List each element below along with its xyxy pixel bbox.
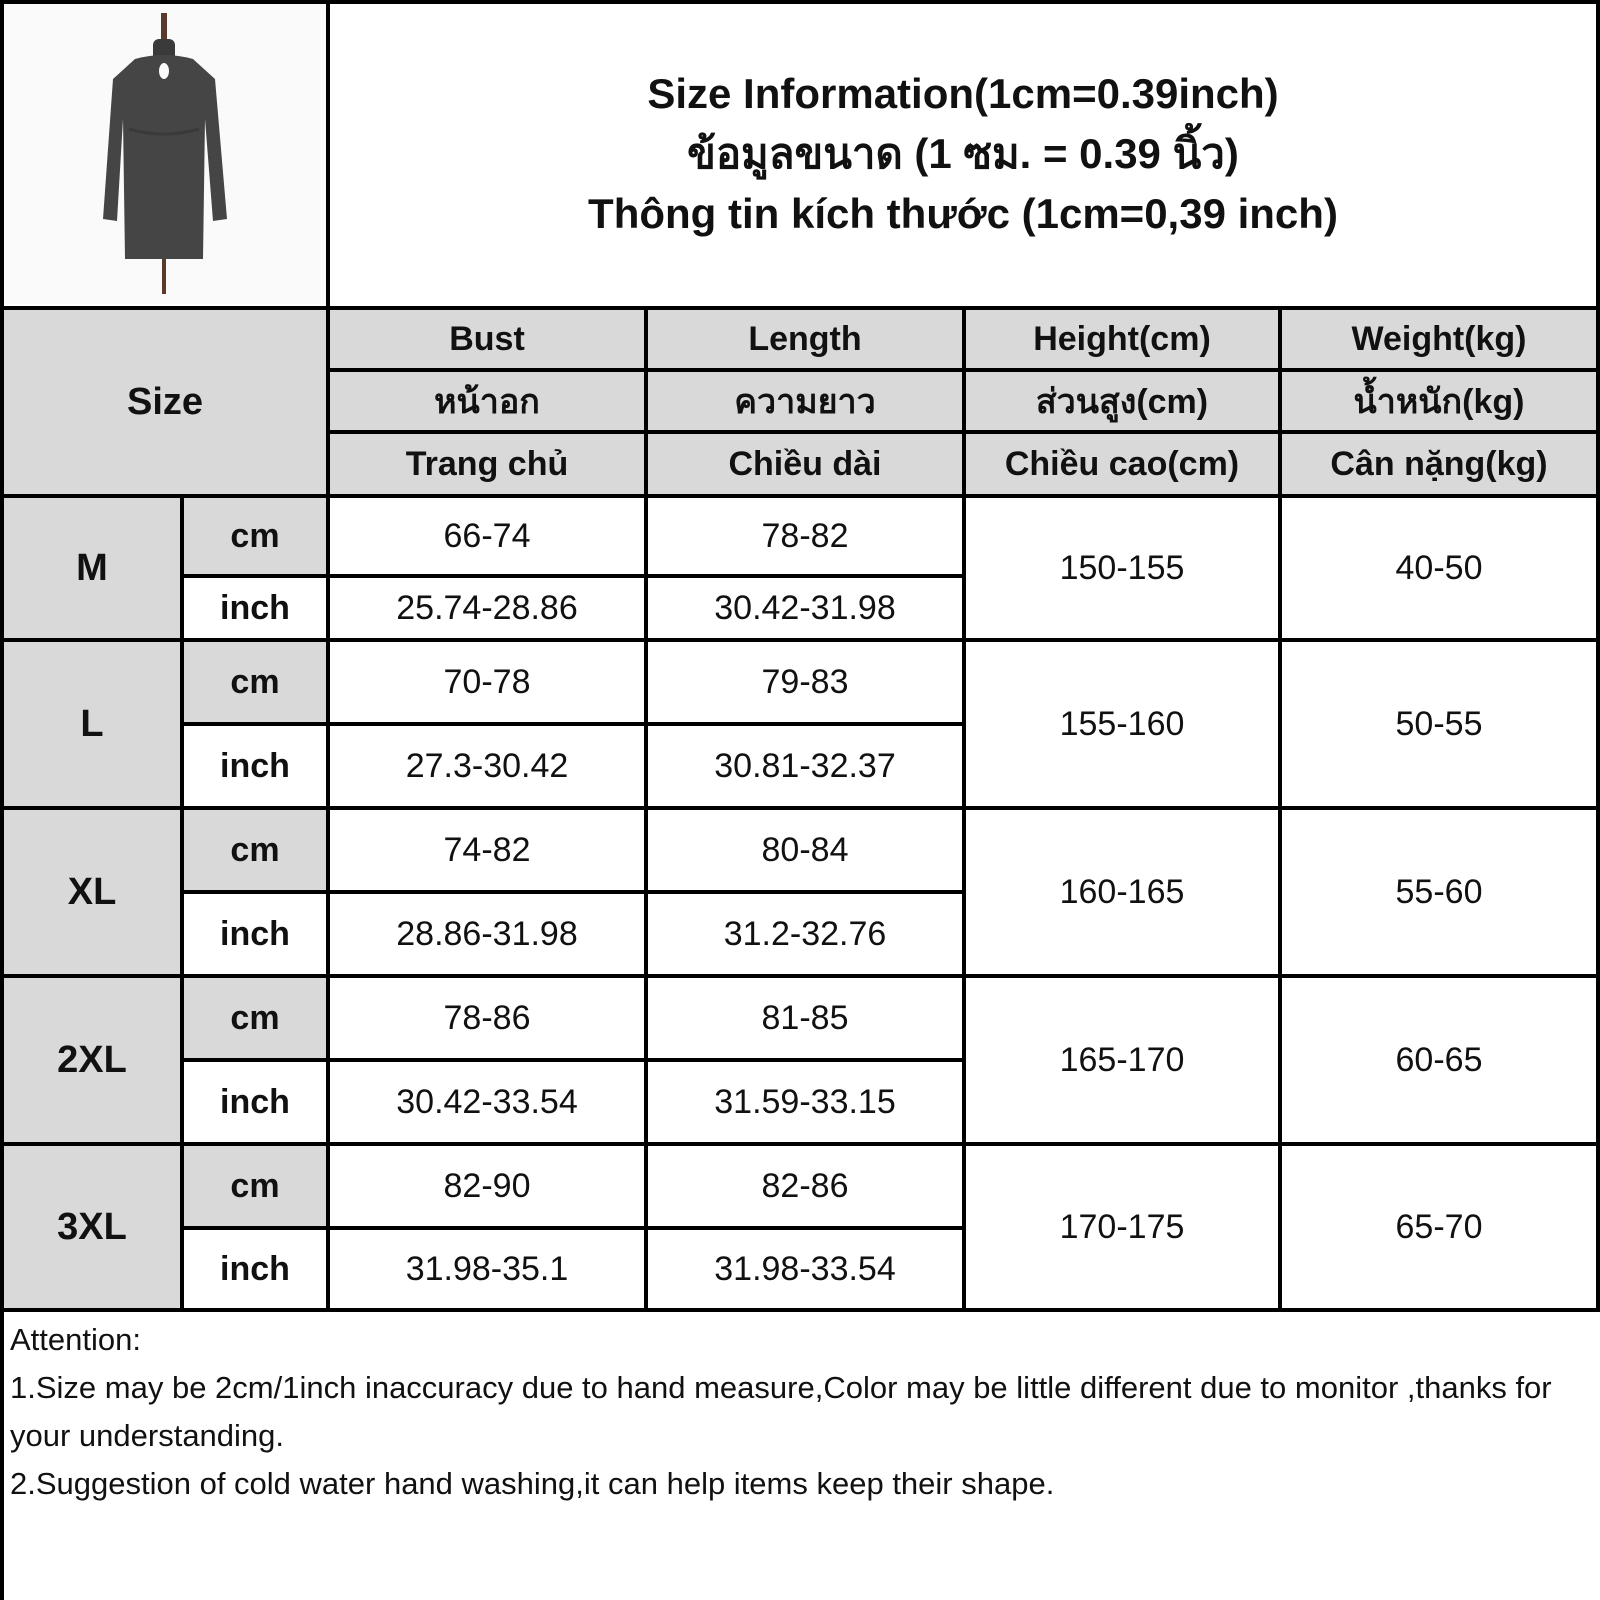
title-th: ข้อมูลขนาด (1 ซม. = 0.39 นิ้ว) bbox=[687, 130, 1239, 177]
bust-inch-3xl: 31.98-35.1 bbox=[405, 1249, 569, 1288]
title-vi: Thông tin kích thước (1cm=0,39 inch) bbox=[588, 190, 1338, 237]
height-m: 150-155 bbox=[1059, 548, 1185, 587]
bust-cm-3xl: 82-90 bbox=[443, 1166, 531, 1205]
grid-line bbox=[0, 1308, 1600, 1312]
header-bust-vi: Trang chủ bbox=[330, 434, 644, 494]
bust-cm-xl: 74-82 bbox=[443, 830, 531, 869]
grid-line bbox=[1596, 0, 1600, 1312]
header-weight-th: น้ำหนัก(kg) bbox=[1282, 372, 1596, 430]
length-inch-3xl: 31.98-33.54 bbox=[714, 1249, 896, 1288]
header-weight-vi: Cân nặng(kg) bbox=[1282, 434, 1596, 494]
grid-line bbox=[326, 368, 1600, 372]
notes-item-2: 2.Suggestion of cold water hand washing,it can help items keep their shape. bbox=[10, 1466, 1055, 1501]
header-weight-en: Weight(kg) bbox=[1282, 310, 1596, 368]
height-2xl: 165-170 bbox=[1059, 1040, 1185, 1079]
header-height-vi: Chiều cao(cm) bbox=[966, 434, 1278, 494]
product-image bbox=[4, 4, 326, 304]
notes-item-1: 1.Size may be 2cm/1inch inaccuracy due to hand measure,Color may be little different due to monitor ,thanks for your understanding. bbox=[10, 1370, 1552, 1453]
size-cell-3xl: 3XL bbox=[4, 1146, 180, 1308]
header-length-vi: Chiều dài bbox=[648, 434, 962, 494]
grid-line bbox=[0, 0, 4, 1600]
bust-inch-m: 25.74-28.86 bbox=[396, 588, 578, 627]
unit-cm: cm bbox=[184, 978, 326, 1058]
header-height-en: Height(cm) bbox=[966, 310, 1278, 368]
grid-line bbox=[180, 890, 966, 894]
title-block bbox=[330, 4, 1596, 304]
grid-line bbox=[0, 306, 1600, 310]
grid-line bbox=[180, 1058, 966, 1062]
weight-m: 40-50 bbox=[1395, 548, 1483, 587]
length-cm-m: 78-82 bbox=[761, 516, 849, 555]
length-inch-2xl: 31.59-33.15 bbox=[714, 1082, 896, 1121]
grid-line bbox=[180, 1226, 966, 1230]
bust-inch-l: 27.3-30.42 bbox=[405, 746, 569, 785]
bust-inch-xl: 28.86-31.98 bbox=[396, 914, 578, 953]
length-cm-xl: 80-84 bbox=[761, 830, 849, 869]
notes-heading: Attention: bbox=[10, 1322, 141, 1357]
size-header-cell bbox=[4, 310, 326, 494]
bust-cm-m: 66-74 bbox=[443, 516, 531, 555]
length-inch-l: 30.81-32.37 bbox=[714, 746, 896, 785]
unit-inch: inch bbox=[220, 1249, 290, 1288]
unit-inch: inch bbox=[220, 914, 290, 953]
grid-line bbox=[0, 494, 1600, 498]
weight-l: 50-55 bbox=[1395, 704, 1483, 743]
header-height-th: ส่วนสูง(cm) bbox=[966, 372, 1278, 430]
length-inch-xl: 31.2-32.76 bbox=[723, 914, 887, 953]
header-length-th: ความยาว bbox=[648, 372, 962, 430]
unit-cm: cm bbox=[184, 810, 326, 890]
size-cell-m: M bbox=[4, 498, 180, 638]
unit-inch: inch bbox=[220, 1082, 290, 1121]
header-length-en: Length bbox=[648, 310, 962, 368]
grid-line bbox=[326, 430, 1600, 434]
grid-line bbox=[180, 494, 184, 1312]
grid-line bbox=[180, 574, 966, 578]
unit-inch: inch bbox=[220, 746, 290, 785]
size-cell-xl: XL bbox=[4, 810, 180, 974]
header-bust-en: Bust bbox=[330, 310, 644, 368]
size-cell-l: L bbox=[4, 642, 180, 806]
header-bust-th: หน้าอก bbox=[330, 372, 644, 430]
unit-inch: inch bbox=[220, 588, 290, 627]
bust-cm-l: 70-78 bbox=[443, 662, 531, 701]
weight-2xl: 60-65 bbox=[1395, 1040, 1483, 1079]
unit-cm: cm bbox=[184, 1146, 326, 1226]
weight-3xl: 65-70 bbox=[1395, 1207, 1483, 1246]
length-inch-m: 30.42-31.98 bbox=[714, 588, 896, 627]
size-header-label: Size bbox=[126, 380, 204, 423]
grid-line bbox=[0, 638, 1600, 642]
length-cm-2xl: 81-85 bbox=[761, 998, 849, 1037]
dress-icon bbox=[65, 9, 265, 299]
bust-cm-2xl: 78-86 bbox=[443, 998, 531, 1037]
length-cm-3xl: 82-86 bbox=[761, 1166, 849, 1205]
height-3xl: 170-175 bbox=[1059, 1207, 1185, 1246]
attention-notes bbox=[10, 1316, 1570, 1508]
unit-cm: cm bbox=[184, 498, 326, 574]
grid-line bbox=[0, 974, 1600, 978]
height-xl: 160-165 bbox=[1059, 872, 1185, 911]
grid-line bbox=[0, 1142, 1600, 1146]
title-en: Size Information(1cm=0.39inch) bbox=[647, 70, 1279, 117]
size-cell-2xl: 2XL bbox=[4, 978, 180, 1142]
grid-line bbox=[180, 722, 966, 726]
unit-cm: cm bbox=[184, 642, 326, 722]
weight-xl: 55-60 bbox=[1395, 872, 1483, 911]
grid-line bbox=[0, 0, 1600, 4]
length-cm-l: 79-83 bbox=[761, 662, 849, 701]
height-l: 155-160 bbox=[1059, 704, 1185, 743]
bust-inch-2xl: 30.42-33.54 bbox=[396, 1082, 578, 1121]
grid-line bbox=[0, 806, 1600, 810]
grid-line bbox=[326, 0, 330, 1312]
